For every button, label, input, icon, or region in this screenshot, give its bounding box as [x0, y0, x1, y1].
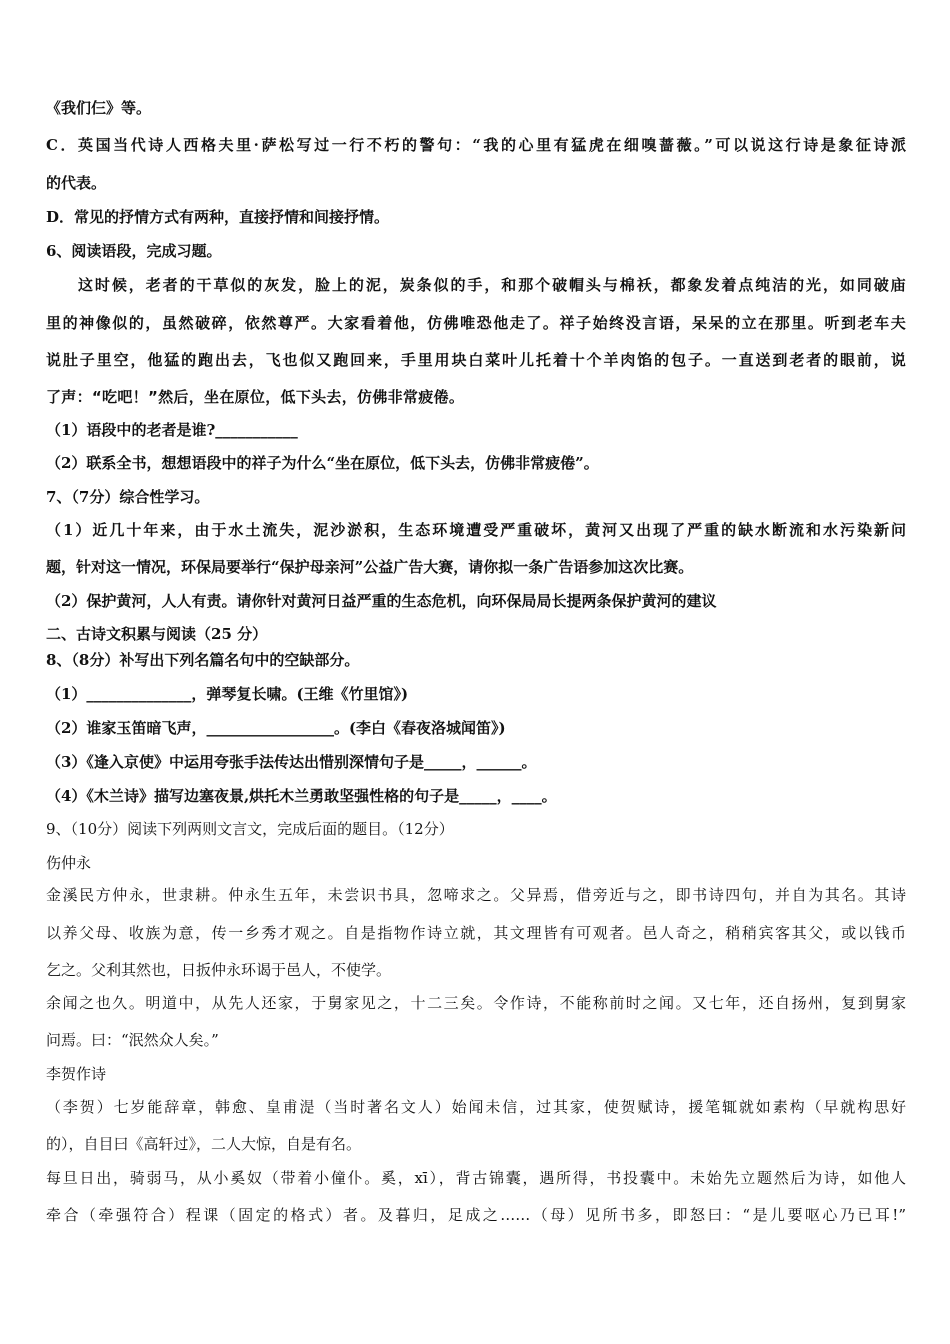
text-line: 的代表。: [46, 174, 107, 192]
question-9-heading: 9、（10分）阅读下列两则文言文，完成后面的题目。（12分）: [46, 820, 454, 838]
passage-line: 里的神像似的，虽然破碎，依然尊严。大家看着他，仿佛唯恐他走了。祥子始终没言语，呆呆的立在那里。听到老车夫: [46, 314, 906, 332]
question-6-heading: 6、阅读语段，完成习题。: [46, 242, 222, 260]
question-7-heading: 7、（7分）综合性学习。: [46, 488, 210, 506]
essay-line: 余闻之也久。明道中，从先人还家，于舅家见之，十二三矣。令作诗，不能称前时之闻。又七年，还自扬州，复到舅家: [46, 994, 906, 1012]
passage-line: 这时候，老者的干草似的灰发，脸上的泥，炭条似的手，和那个破帽头与棉袄，都象发着点纯洁的光，如同破庙: [78, 276, 906, 294]
text-line: 《我们仨》等。: [46, 99, 152, 117]
passage-line: 说肚子里空，他猛的跑出去，飞也似又跑回来，手里用块白菜叶儿托着十个羊肉馅的包子。一直送到老者的眼前，说: [46, 351, 906, 369]
essay-line: 牵合（牵强符合）程课（固定的格式）者。及暮归，足成之……（母）见所书多，即怒曰：“是儿要呕心乃已耳!”: [46, 1206, 906, 1224]
essay-line: 问焉。曰：“泯然众人矣。”: [46, 1031, 219, 1049]
essay-line: 以养父母、收族为意，传一乡秀才观之。自是指物作诗立就，其文理皆有可观者。邑人奇之，稍稍宾客其父，或以钱币: [46, 924, 906, 942]
section-two-heading: 二、古诗文积累与阅读（25 分）: [46, 625, 268, 643]
essay-line: 的），自目曰《高轩过》，二人大惊，自是有名。: [46, 1135, 362, 1153]
essay-title-shangzhongyong: 伤仲永: [46, 854, 92, 872]
question-6-2: （2）联系全书，想想语段中的祥子为什么“坐在原位，低下头去，仿佛非常疲倦”。: [46, 454, 599, 472]
question-7-1-cont: 题，针对这一情况，环保局要举行“保护母亲河”公益广告大赛，请你拟一条广告语参加这次比赛。: [46, 558, 694, 576]
question-8-2: （2）谁家玉笛暗飞声，_________________。(李白《春夜洛城闻笛》): [46, 719, 506, 737]
essay-line: 乞之。父利其然也，日扳仲永环谒于邑人，不使学。: [46, 961, 392, 979]
question-8-1: （1）______________，弹琴复长啸。(王维《竹里馆》): [46, 685, 409, 703]
option-c-line: C．英国当代诗人西格夫里·萨松写过一行不朽的警句：“我的心里有猛虎在细嗅蔷薇。”可以说这行诗是象征诗派: [46, 136, 906, 154]
option-d-line: D．常见的抒情方式有两种，直接抒情和间接抒情。: [46, 208, 390, 226]
question-8-3: （3）《逢入京使》中运用夸张手法传达出惜别深情句子是_____，______。: [46, 753, 537, 771]
essay-line: （李贺）七岁能辞章，韩愈、皇甫湜（当时著名文人）始闻未信，过其家，使贺赋诗，援笔辄就如素构（早就构思好: [46, 1098, 906, 1116]
question-8-heading: 8、（8分）补写出下列名篇名句中的空缺部分。: [46, 651, 360, 669]
question-7-2: （2）保护黄河，人人有责。请你针对黄河日益严重的生态危机，向环保局局长提两条保护黄河的建议: [46, 592, 717, 610]
essay-line: 每旦日出，骑弱马，从小奚奴（带着小僮仆。奚，xī），背古锦囊，遇所得，书投囊中。未始先立题然后为诗，如他人: [46, 1169, 906, 1187]
essay-title-lihe: 李贺作诗: [46, 1065, 107, 1083]
essay-line: 金溪民方仲永，世隶耕。仲永生五年，未尝识书具，忽啼求之。父异焉，借旁近与之，即书诗四句，并自为其名。其诗: [46, 886, 906, 904]
question-6-1: （1）语段中的老者是谁?___________: [46, 421, 298, 439]
question-8-4: （4）《木兰诗》描写边塞夜景,烘托木兰勇敢坚强性格的句子是_____，____。: [46, 787, 557, 805]
passage-line: 了声：“吃吧！”然后，坐在原位，低下头去，仿佛非常疲倦。: [46, 388, 465, 406]
question-7-1: （1）近几十年来，由于水土流失，泥沙淤积，生态环境遭受严重破坏，黄河又出现了严重的缺水断流和水污染新问: [46, 521, 906, 539]
